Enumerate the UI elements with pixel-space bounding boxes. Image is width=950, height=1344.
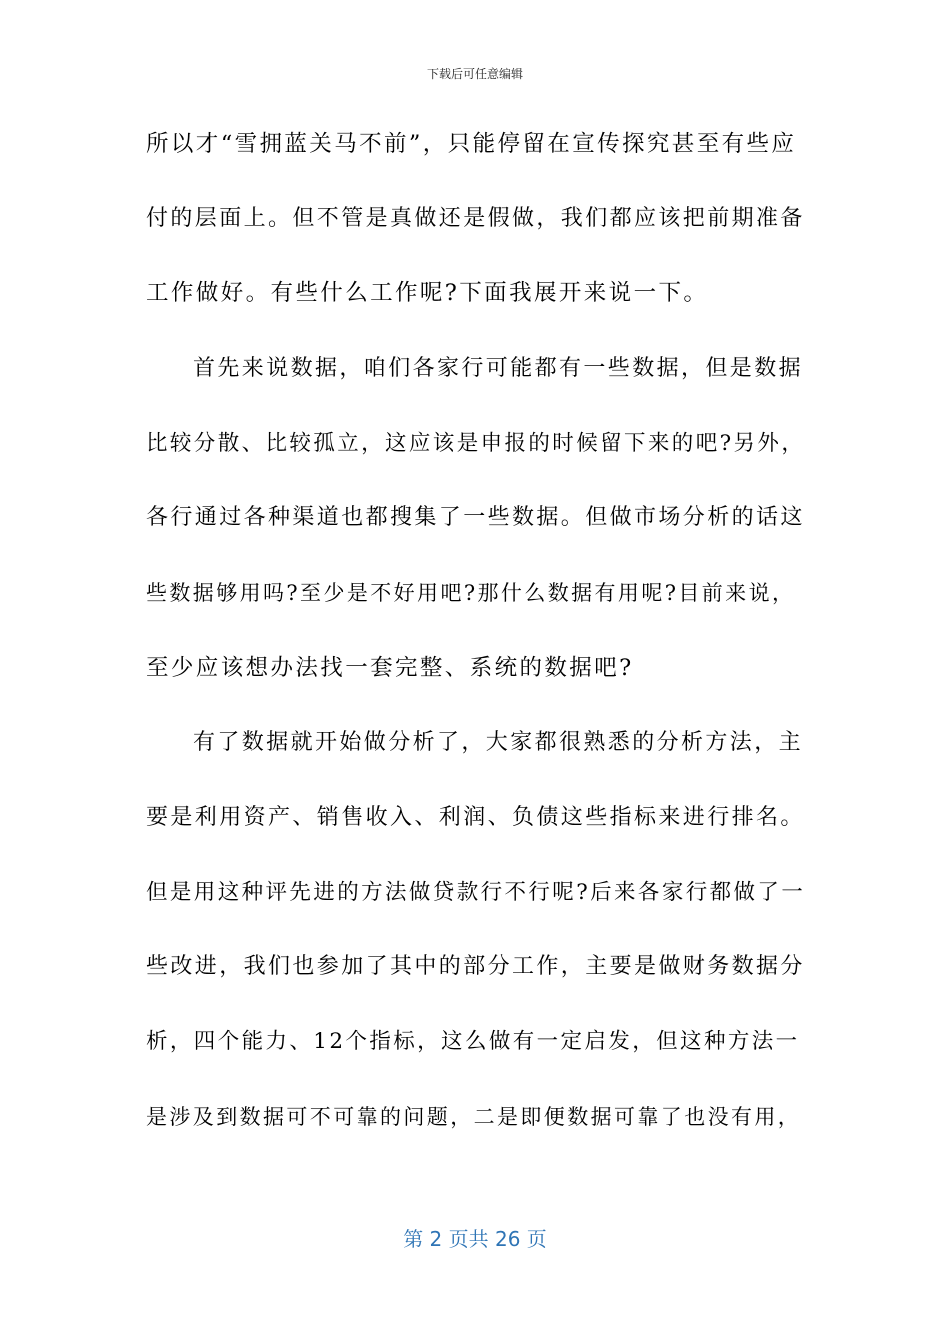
paragraph-line: 工作做好。有些什么工作呢?下面我展开来说一下。 — [146, 280, 709, 306]
paragraph-line: 各行通过各种渠道也都搜集了一些数据。但做市场分析的话这 — [146, 505, 805, 530]
paragraph-line: 首先来说数据，咱们各家行可能都有一些数据，但是数据 — [193, 356, 804, 381]
paragraph-line: 付的层面上。但不管是真做还是假做，我们都应该把前期准备 — [146, 206, 805, 231]
paragraph-line: 些数据够用吗?至少是不好用吧?那什么数据有用呢?目前来说， — [146, 581, 796, 605]
paragraph-line: 是涉及到数据可不可靠的问题，二是即便数据可靠了也没有用， — [146, 1105, 802, 1129]
paragraph-line: 要是利用资产、销售收入、利润、负债这些指标来进行排名。 — [146, 805, 805, 830]
paragraph-line: 些改进，我们也参加了其中的部分工作，主要是做财务数据分 — [146, 954, 805, 979]
paragraph-line: 析，四个能力、12个指标，这么做有一定启发，但这种方法一 — [146, 1029, 800, 1054]
page-number: 第 2 页共 26 页 — [403, 1227, 547, 1251]
paragraph-line: 有了数据就开始做分析了，大家都很熟悉的分析方法，主 — [193, 730, 804, 755]
paragraph-line: 所以才“雪拥蓝关马不前”，只能停留在宣传探究甚至有些应 — [146, 131, 797, 157]
paragraph-line: 比较分散、比较孤立，这应该是申报的时候留下来的吧?另外， — [146, 431, 806, 456]
paragraph-line: 至少应该想办法找一套完整、系统的数据吧? — [146, 655, 634, 681]
page-header: 下载后可任意编辑 — [426, 67, 523, 81]
paragraph-line: 但是用这种评先进的方法做贷款行不行呢?后来各家行都做了一 — [146, 880, 806, 905]
